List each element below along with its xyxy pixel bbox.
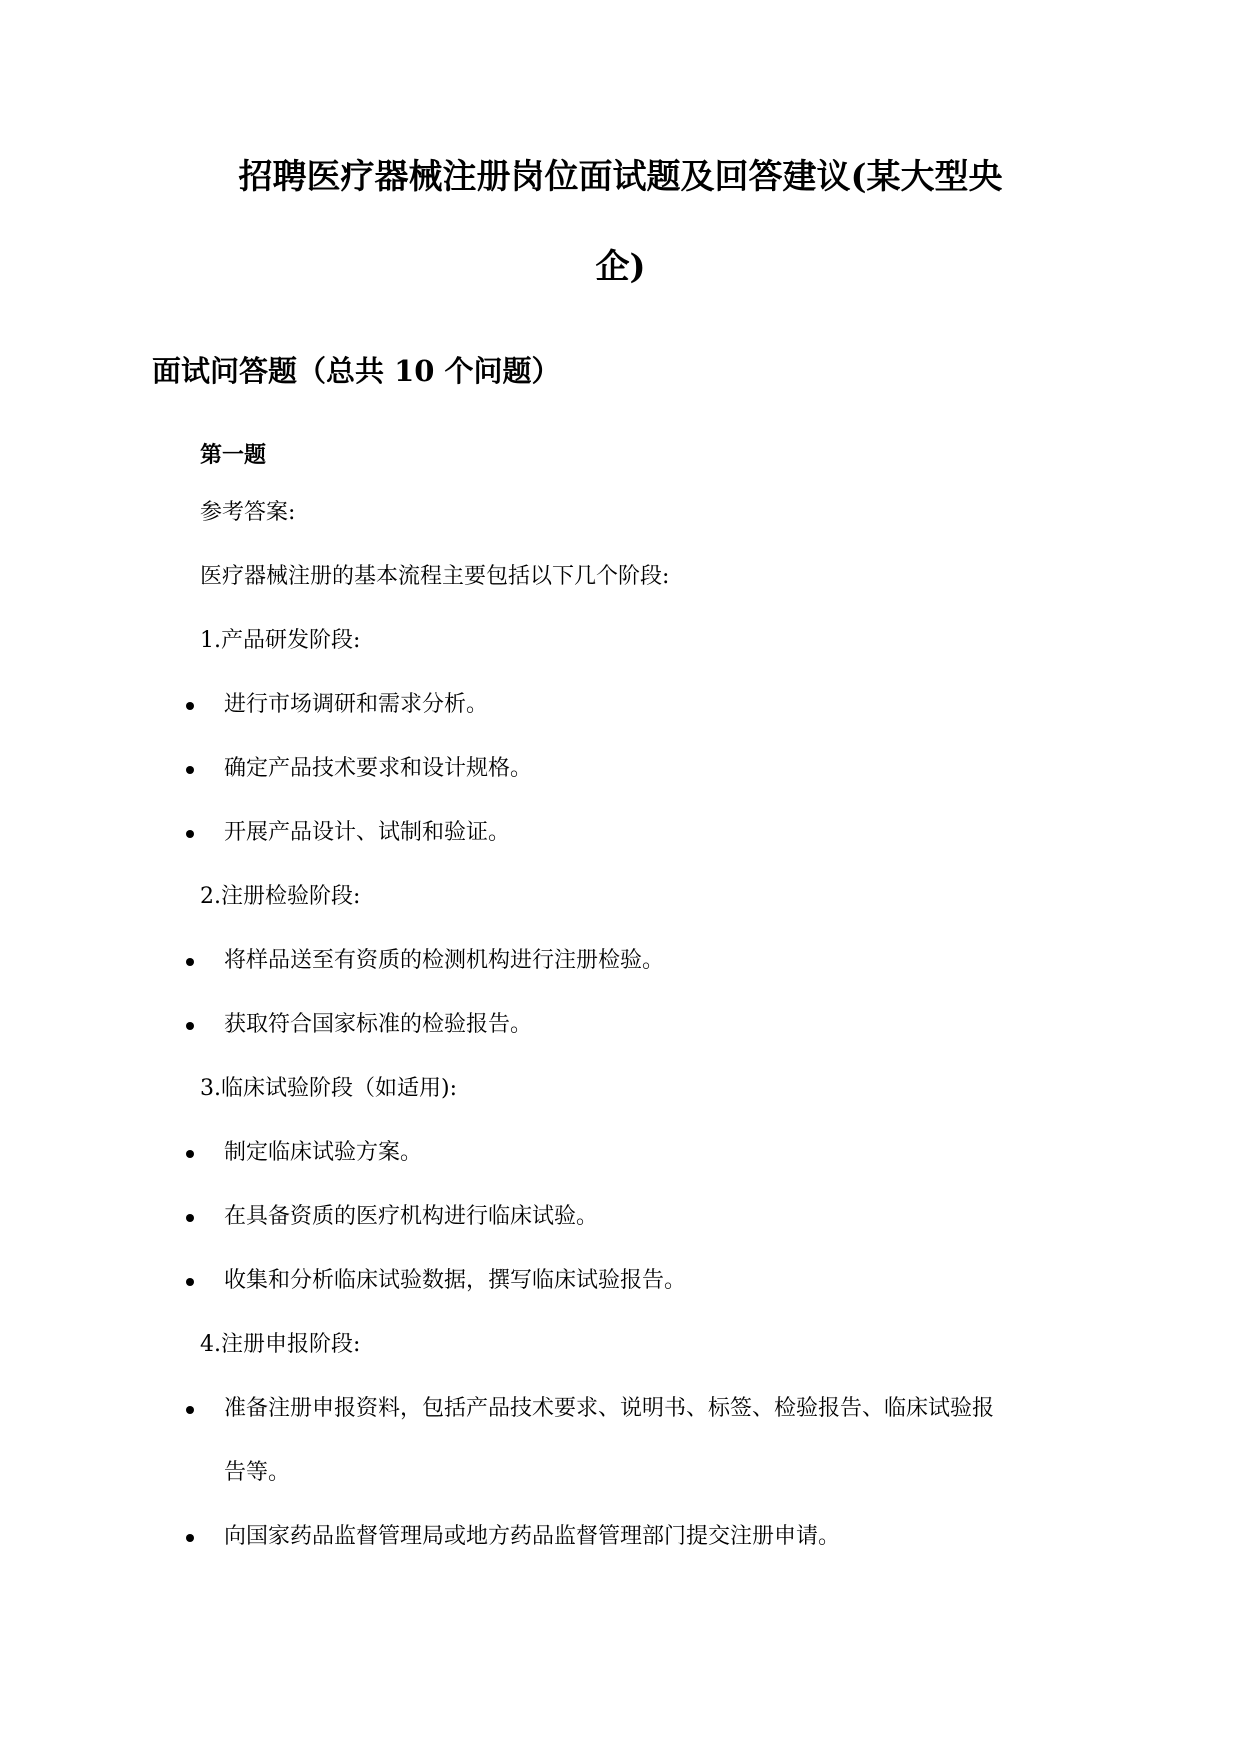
bullet-icon	[186, 766, 194, 774]
bullet-icon	[186, 830, 194, 838]
list-item-text: 向国家药品监督管理局或地方药品监督管理部门提交注册申请。	[224, 1524, 841, 1549]
document-title-line-1: 招聘医疗器械注册岗位面试题及回答建议(某大型央	[238, 157, 1003, 197]
list-item-text: 进行市场调研和需求分析。	[224, 692, 489, 717]
list-item-text: 将样品送至有资质的检测机构进行注册检验。	[224, 948, 665, 973]
stage-4-label: 4.注册申报阶段:	[200, 1332, 361, 1357]
bullet-icon	[186, 1150, 194, 1158]
list-item-text: 确定产品技术要求和设计规格。	[224, 756, 533, 781]
bullet-icon	[186, 1278, 194, 1286]
bullet-icon	[186, 1406, 194, 1414]
bullet-icon	[186, 1022, 194, 1030]
bullet-icon	[186, 1534, 194, 1542]
stage-3-label: 3.临床试验阶段（如适用):	[200, 1076, 457, 1101]
list-item-text: 在具备资质的医疗机构进行临床试验。	[224, 1204, 599, 1229]
question-heading: 第一题	[200, 442, 267, 468]
bullet-icon	[186, 958, 194, 966]
list-item-text: 开展产品设计、试制和验证。	[224, 820, 511, 845]
stage-2-label: 2.注册检验阶段:	[200, 884, 361, 909]
list-item-text: 收集和分析临床试验数据，撰写临床试验报告。	[224, 1268, 687, 1293]
bullet-icon	[186, 702, 194, 710]
section-heading: 面试问答题（总共 10 个问题）	[152, 354, 561, 388]
list-item-text: 制定临床试验方案。	[224, 1140, 423, 1165]
list-item-text-continuation: 告等。	[224, 1460, 291, 1485]
intro-paragraph: 医疗器械注册的基本流程主要包括以下几个阶段:	[200, 564, 670, 589]
stage-1-label: 1.产品研发阶段:	[200, 628, 361, 653]
list-item-text: 准备注册申报资料，包括产品技术要求、说明书、标签、检验报告、临床试验报	[224, 1396, 995, 1421]
bullet-icon	[186, 1214, 194, 1222]
list-item-text: 获取符合国家标准的检验报告。	[224, 1012, 533, 1037]
document-title-line-2: 企)	[595, 247, 646, 287]
answer-label: 参考答案:	[200, 500, 296, 525]
